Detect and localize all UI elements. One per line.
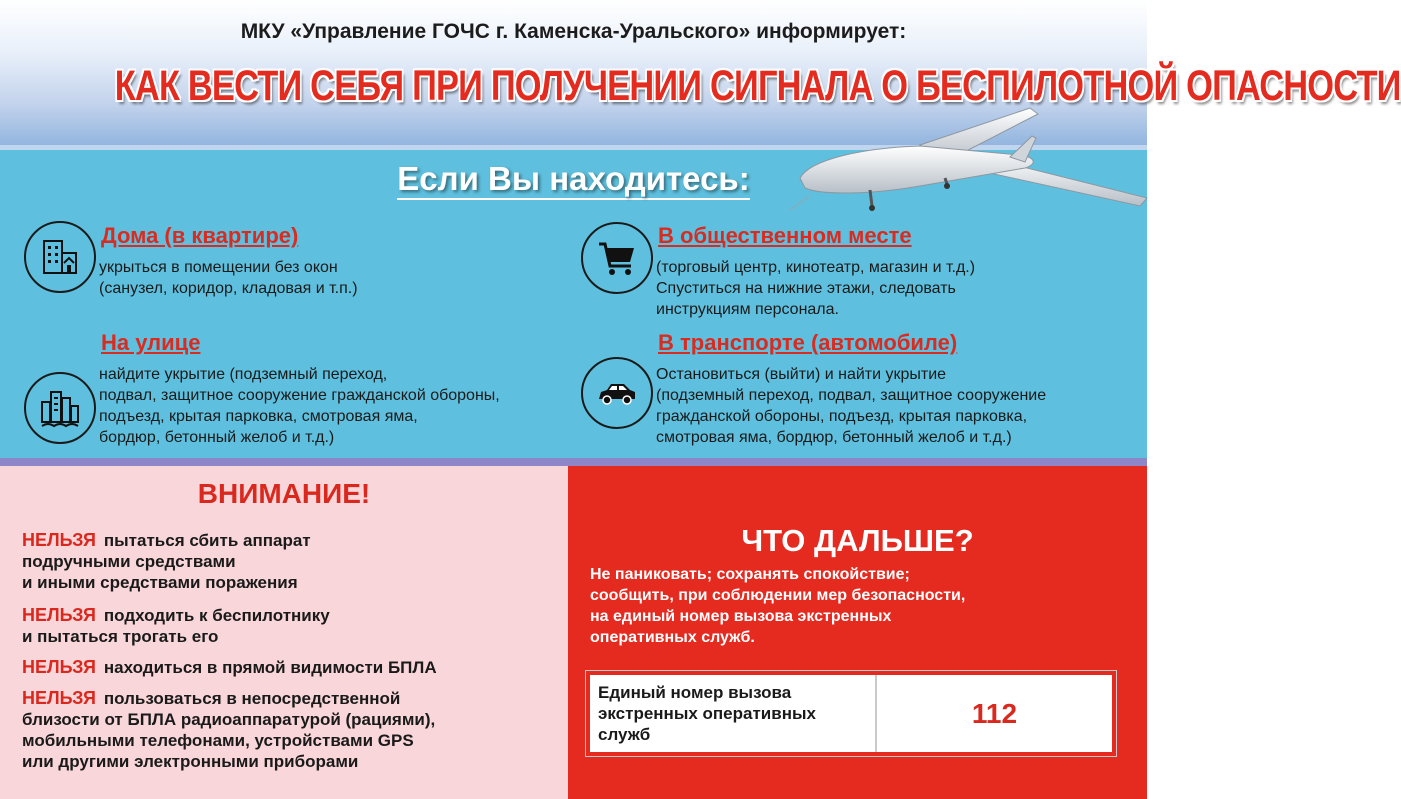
rule-prefix: НЕЛЬЗЯ: [22, 530, 96, 550]
attention-title: ВНИМАНИЕ!: [197, 478, 371, 509]
rule-item-2: [22, 605, 330, 647]
rule-item-4: [22, 688, 435, 772]
rule-prefix: НЕЛЬЗЯ: [22, 605, 96, 625]
rule-line: находиться в прямой видимости БПЛА: [103, 658, 437, 677]
rule-rest: подручными средствами и иными средствами поражения: [22, 552, 298, 592]
transport-text: Остановиться (выйти) и найти укрытие (подземный переход, подвал, защитное сооружение гражданской обороны, подъезд, крытая парковка, смотровая яма, бордюр, бетонный желоб и т.д.): [656, 366, 1047, 446]
next-steps-text: Не паниковать; сохранять спокойствие; сообщить, при соблюдении мер безопасности, на единый номер вызова экстренных оперативных служб.: [590, 566, 966, 646]
emergency-number: 112: [971, 698, 1018, 729]
shopping-cart-icon: [597, 238, 637, 278]
rule-rest: близости от БПЛА радиоаппаратурой (рациями), мобильными телефонами, устройствами GPS или другими электронными приборами: [22, 710, 436, 771]
public-place-icon-circle: [581, 222, 653, 294]
locations-subtitle: [0, 160, 1147, 198]
street-title: На улице: [101, 330, 201, 355]
home-icon-circle: [24, 221, 96, 293]
transport-icon-circle: [581, 357, 653, 429]
page-title: КАК ВЕСТИ СЕБЯ ПРИ ПОЛУЧЕНИИ СИГНАЛА О БЕСПИЛОТНОЙ ОПАСНОСТИ: [114, 62, 1401, 110]
section-divider: [0, 458, 1147, 466]
apartment-building-icon: [40, 237, 80, 277]
rule-item-3: [22, 657, 437, 678]
home-title: Дома (в квартире): [101, 223, 299, 248]
rule-item-1: [22, 530, 311, 593]
public-place-text: (торговый центр, кинотеатр, магазин и т.д.) Спуститься на нижние этажи, следовать инструкциям персонала.: [656, 259, 976, 318]
next-steps-title: ЧТО ДАЛЬШЕ?: [741, 523, 974, 558]
car-icon: [597, 373, 637, 413]
rule-line: пользоваться в непосредственной: [103, 689, 401, 708]
street-icon-circle: [24, 372, 96, 444]
rule-prefix: НЕЛЬЗЯ: [22, 657, 96, 677]
rule-line: подходить к беспилотнику: [103, 606, 330, 625]
public-place-title: В общественном месте: [658, 223, 912, 248]
rule-line: пытаться сбить аппарат: [103, 531, 311, 550]
locations-subtitle-text: Если Вы находитесь:: [397, 160, 749, 200]
home-text: укрыться в помещении без окон (санузел, коридор, кладовая и т.п.): [99, 259, 358, 297]
rule-prefix: НЕЛЬЗЯ: [22, 688, 96, 708]
transport-title: В транспорте (автомобиле): [658, 330, 958, 355]
street-text: найдите укрытие (подземный переход, подвал, защитное сооружение гражданской обороны, подъезд, крытая парковка, смотровая яма, бордюр, бетонный желоб и т.д.): [99, 366, 500, 446]
emergency-label: Единый номер вызова экстренных оперативных служб: [598, 683, 816, 744]
city-buildings-icon: [40, 388, 80, 428]
rule-rest: и пытаться трогать его: [22, 627, 219, 646]
emergency-number-box: [585, 670, 1117, 757]
organization-line: МКУ «Управление ГОЧС г. Каменска-Уральского» информирует:: [240, 20, 907, 43]
